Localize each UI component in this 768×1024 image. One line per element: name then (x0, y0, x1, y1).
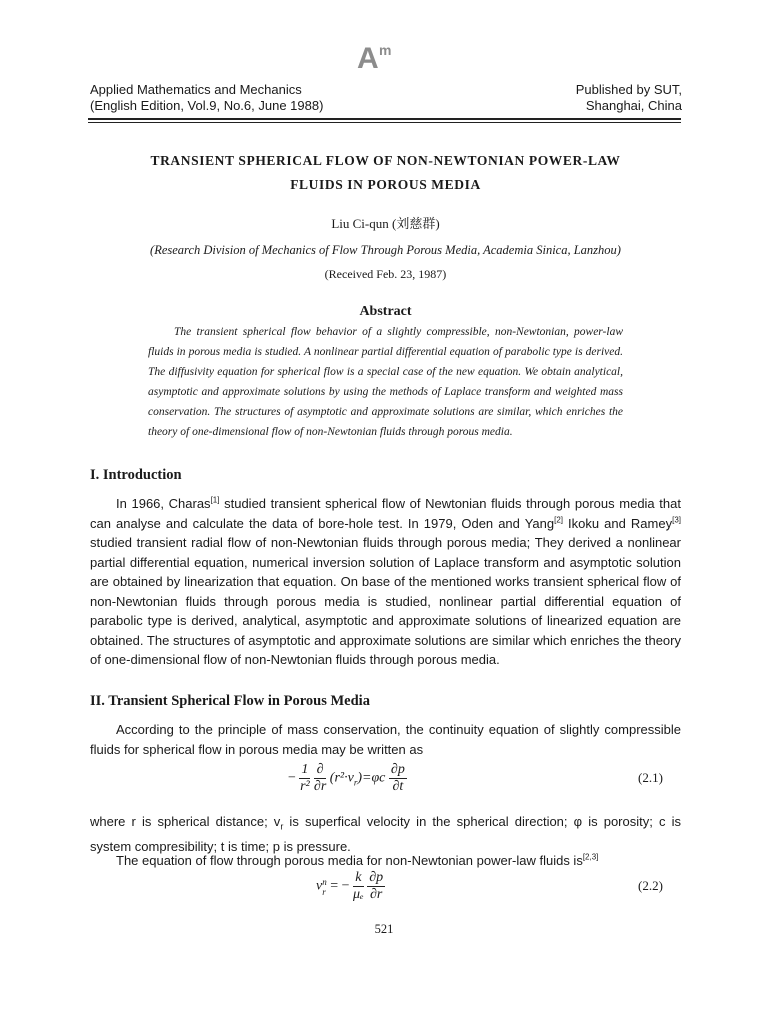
fraction-partial-p-r: $\frac{\partial p}{\partial r}$ (369, 870, 384, 902)
section-2-paragraph-1: According to the principle of mass conservation, the continuity equation of slightly compressible fluids for spherical flow in porous media may be written as (90, 722, 681, 757)
minus-sign: − (288, 770, 296, 786)
paper-title (90, 150, 681, 196)
section-1-heading: I. Introduction (90, 467, 182, 483)
intro-text-d: studied transient radial flow of non-Newtonian fluids through porous media; They derived a nonlinear partial differential equation, numerical inversion solution of Laplace transform and asymptotic solution are obtained by linearization that equation. On base of the mentioned works transient spherical flow of non-Newtonian fluids through porous media is studied, nonlinear partial differential equation of parabolic type is derived, analytical, asymptotic and approximate solutions of linearized equation are obtained. The structures of asymptotic and approximate solutions are similar which enriches the theory of one-dimensional flow of non-Newtonian fluids through porous media. (90, 535, 681, 667)
abstract-heading: Abstract (359, 304, 412, 319)
intro-text-c: Ikoku and Ramey (563, 515, 673, 531)
equation-number-2-2: (2.2) (638, 878, 663, 893)
equation-number-2-1: (2.1) (638, 770, 663, 785)
title-line-2: FLUIDS IN POROUS MEDIA (290, 177, 481, 192)
publisher-name: Published by SUT, (575, 82, 682, 97)
author-affiliation: (Research Division of Mechanics of Flow Through Porous Media, Academia Sinica, Lanzhou) (150, 243, 621, 257)
eq2-lhs: v (316, 878, 323, 894)
ref-2-3: [2,3] (582, 852, 599, 862)
publisher-city: Shanghai, China (585, 98, 682, 113)
fraction-1-over-r2: $\frac{1}{\text{r²}}$ (300, 762, 310, 794)
equation-2-2: v n r = − $\frac{k}{\text{μₑ}}$ $\frac{\partial p}{\partial r}$ (316, 870, 384, 902)
section-2-paragraph-3: The equation of flow through porous media for non-Newtonian power-law fluids is[2,3] (116, 852, 599, 868)
intro-text-a: In 1966, Charas (116, 496, 211, 511)
ref-2: [2] (554, 515, 564, 525)
fraction-partial-p-t: $\frac{\partial p}{\partial t}$ (390, 762, 405, 794)
abstract-text: The transient spherical flow behavior of a slightly compressible, non-Newtonian, power-law fluids in porous media is studied. A nonlinear partial differential equation of parabolic type is derived. The diffusivity equation for spherical flow is a special case of the new equation. We obtain analytical, asymptotic and approximate solutions by using the methods of Laplace transform and weighted mass conservation. The structures of asymptotic and approximate solutions are similar, which enriches the theory of one-dimensional flow of non-Newtonian fluids through porous media. (148, 326, 623, 438)
ref-1: [1] (210, 495, 220, 505)
logo-letter-m: m (379, 42, 392, 58)
publisher-header (576, 82, 682, 114)
journal-logo (357, 42, 401, 76)
equation-2-1: − $\frac{1}{\text{r²}}$ $\frac{\partial}{\partial r}$ $(r^2\cdot v_r)=\varphi c$ $\frac{\partial p}{\partial t}$ (288, 762, 405, 794)
section-2-paragraph-2: where r is spherical distance; $v_r$ is superfical velocity in the spherical direction; φ is porosity; c is system compresibility; t is time; p is pressure. (90, 814, 681, 855)
intro-text-b: studied transient spherical flow of Newtonian fluids through porous media that can analyse and calculate the data of bore-hole test. In 1979, Oden and Yang (90, 496, 681, 531)
journal-edition: (English Edition, Vol.9, No.6, June 1988) (90, 98, 324, 113)
author-name: Liu Ci-qun (刘慈群) (331, 216, 440, 231)
fraction-k-over-mu: $\frac{k}{\text{μₑ}}$ (353, 870, 364, 902)
eq1-middle-2: )=φc (357, 770, 386, 786)
journal-header (90, 82, 323, 114)
received-date: (Received Feb. 23, 1987) (324, 267, 447, 281)
title-line-1: TRANSIENT SPHERICAL FLOW OF NON-NEWTONIAN POWER-LAW (150, 153, 621, 168)
journal-name: Applied Mathematics and Mechanics (90, 82, 302, 97)
logo-letter-a: A (357, 42, 379, 75)
page-number: 521 (374, 922, 394, 936)
header-rule-thick (88, 118, 681, 120)
section-2-heading: II. Transient Spherical Flow in Porous Media (90, 693, 370, 709)
section-1-paragraph (90, 494, 681, 670)
ref-3: [3] (672, 515, 681, 525)
eq1-middle: (r²·v (329, 770, 354, 786)
header-rule-thin (88, 122, 681, 123)
fraction-partial-r: $\frac{\partial}{\partial r}$ (313, 762, 327, 794)
